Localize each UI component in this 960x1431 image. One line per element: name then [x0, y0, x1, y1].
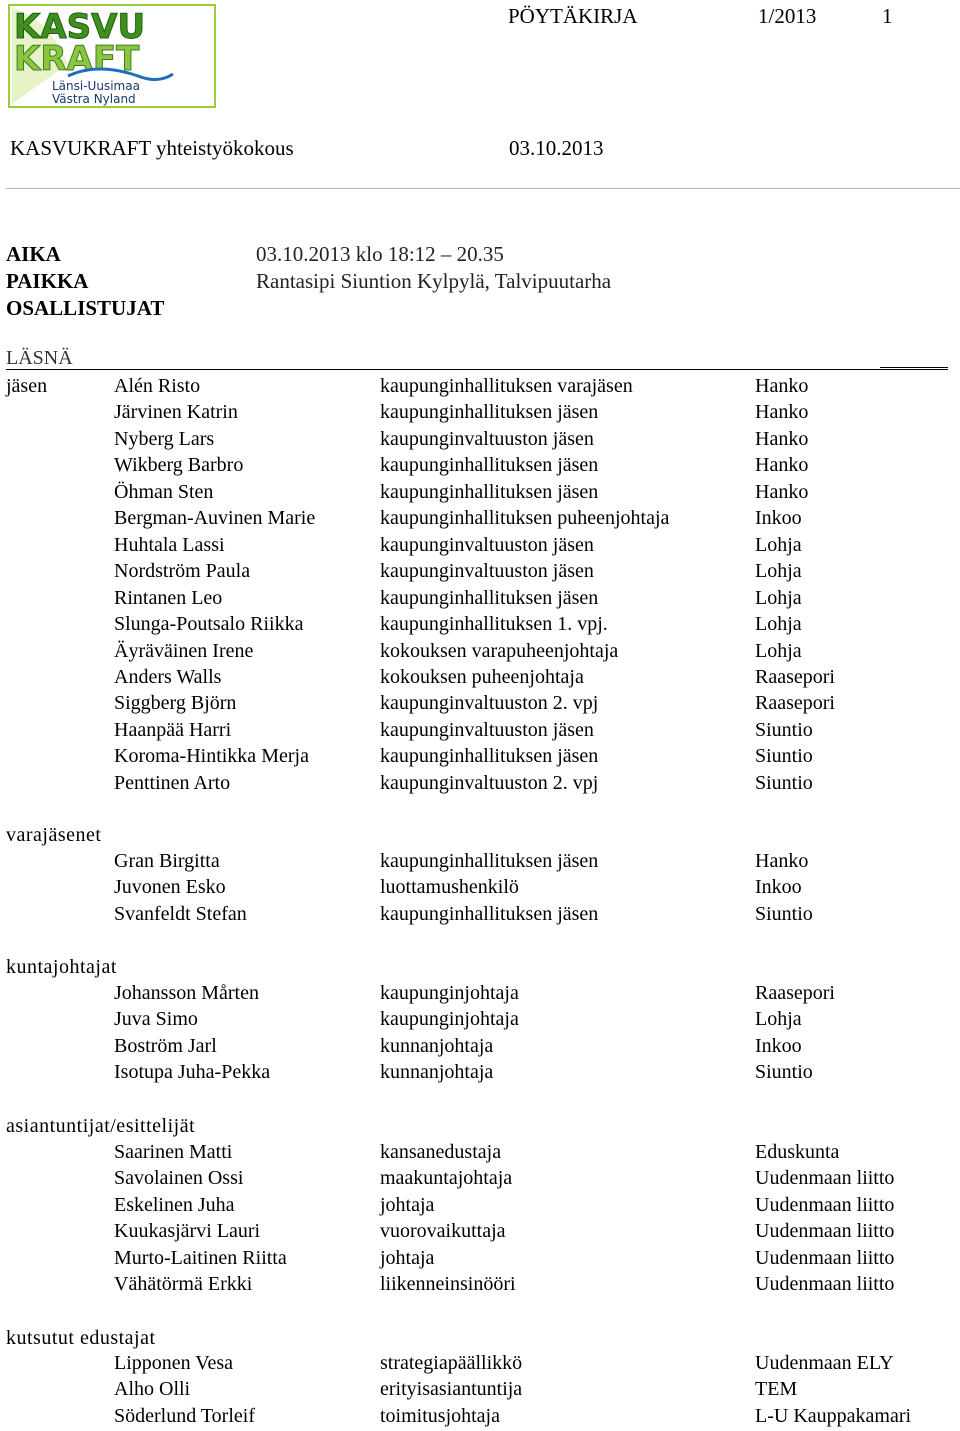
attendee-place: Uudenmaan ELY [755, 1352, 894, 1374]
attendee-row [0, 375, 960, 401]
attendee-row [0, 640, 960, 666]
participants-label: OSALLISTUJAT [6, 296, 165, 320]
attendee-title: erityisasiantuntija [380, 1378, 523, 1401]
attendee-title: kaupunginhallituksen jäsen [380, 745, 599, 768]
attendee-place: Eduskunta [755, 1141, 840, 1163]
attendee-name: Isotupa Juha-Pekka [114, 1061, 271, 1084]
attendee-place: Inkoo [755, 507, 802, 530]
logo-line1: KASVU [14, 7, 146, 47]
attendee-title: kaupunginhallituksen jäsen [380, 850, 599, 872]
section-title: asiantuntijat/esittelijät [6, 1115, 196, 1137]
attendee-place: Lohja [755, 560, 802, 583]
attendee-title: liikenneinsinööri [380, 1273, 516, 1296]
attendee-row [0, 850, 960, 876]
attendee-row [0, 1220, 960, 1246]
attendee-place: Siuntio [755, 1061, 813, 1084]
attendee-row [0, 982, 960, 1008]
attendee-row [0, 1194, 960, 1220]
attendee-name: Rintanen Leo [114, 586, 223, 609]
attendee-place: Hanko [755, 850, 809, 872]
attendee-title: kaupunginhallituksen jäsen [380, 480, 599, 503]
attendee-place: Hanko [755, 401, 809, 424]
attendee-row [0, 666, 960, 692]
attendee-place: Uudenmaan liitto [755, 1167, 895, 1190]
attendee-title: kaupunginjohtaja [380, 1008, 519, 1031]
place-value: Rantasipi Siuntion Kylpylä, Talvipuutarha [256, 269, 612, 293]
attendee-name: Söderlund Torleif [114, 1404, 255, 1427]
attendee-row [0, 1167, 960, 1193]
attendee-title: kaupunginvaltuuston jäsen [380, 533, 594, 556]
attendee-title: kunnanjohtaja [380, 1061, 494, 1084]
attendee-row [0, 1141, 960, 1167]
attendee-row [0, 1352, 960, 1378]
attendee-title: vuorovaikuttaja [380, 1220, 506, 1243]
meeting-date: 03.10.2013 [509, 136, 604, 160]
attendee-row [0, 587, 960, 613]
attendee-place: Hanko [755, 375, 809, 397]
section-title: varajäsenet [6, 824, 102, 846]
attendee-row [0, 745, 960, 771]
attendee-title: kaupunginhallituksen jäsen [380, 902, 599, 925]
attendee-name: Wikberg Barbro [114, 454, 244, 477]
attendee-row [0, 719, 960, 745]
attendee-title: kaupunginvaltuuston jäsen [380, 427, 594, 450]
attendee-name: Huhtala Lassi [114, 533, 225, 556]
attendee-title: strategiapäällikkö [380, 1352, 523, 1374]
attendee-title: kaupunginvaltuuston 2. vpj [380, 692, 599, 715]
attendee-row [0, 1405, 960, 1431]
attendee-name: Alén Risto [114, 375, 201, 397]
attendee-name: Eskelinen Juha [114, 1193, 235, 1216]
attendee-title: kaupunginhallituksen puheenjohtaja [380, 507, 670, 530]
attendee-name: Anders Walls [114, 665, 222, 688]
attendee-title: kaupunginhallituksen jäsen [380, 401, 599, 424]
attendee-name: Kuukasjärvi Lauri [114, 1220, 261, 1243]
attendee-row [0, 1035, 960, 1061]
attendee-place: Lohja [755, 613, 802, 636]
attendee-name: Öhman Sten [114, 480, 214, 503]
attendee-place: Siuntio [755, 771, 813, 794]
attendee-title: kaupunginvaltuuston jäsen [380, 718, 594, 741]
attendee-name: Siggberg Björn [114, 692, 237, 715]
present-label: LÄSNÄ [6, 347, 73, 369]
attendee-name: Slunga-Poutsalo Riikka [114, 613, 304, 636]
attendee-name: Nyberg Lars [114, 427, 215, 450]
attendee-row [0, 876, 960, 902]
attendee-row [0, 401, 960, 427]
attendee-name: Koroma-Hintikka Merja [114, 745, 309, 768]
attendee-place: Inkoo [755, 876, 802, 899]
attendee-row [0, 481, 960, 507]
attendee-place: Lohja [755, 1008, 802, 1031]
attendee-name: Johansson Mårten [114, 982, 259, 1004]
attendee-row [0, 534, 960, 560]
attendee-place: Raasepori [755, 982, 835, 1004]
attendee-title: toimitusjohtaja [380, 1404, 500, 1427]
attendee-place: Uudenmaan liitto [755, 1220, 895, 1243]
attendee-title: kaupunginvaltuuston 2. vpj [380, 771, 599, 794]
attendee-title: kansanedustaja [380, 1141, 502, 1163]
attendee-name: Gran Birgitta [114, 850, 220, 872]
attendee-name: Boström Jarl [114, 1034, 217, 1057]
logo-line2: KRAFT [14, 39, 140, 79]
section-title: kuntajohtajat [6, 956, 117, 978]
attendee-title: kaupunginjohtaja [380, 982, 519, 1004]
attendee-title: maakuntajohtaja [380, 1167, 513, 1190]
attendee-place: Inkoo [755, 1034, 802, 1057]
kasvukraft-logo [8, 4, 216, 108]
attendee-name: Vähätörmä Erkki [114, 1273, 253, 1296]
place-label: PAIKKA [6, 269, 89, 293]
attendee-name: Alho Olli [114, 1378, 191, 1401]
attendee-row [0, 613, 960, 639]
time-value: 03.10.2013 klo 18:12 – 20.35 [256, 242, 504, 266]
attendee-name: Juvonen Esko [114, 876, 226, 899]
doc-type: PÖYTÄKIRJA [508, 4, 638, 28]
attendee-title: johtaja [380, 1246, 435, 1269]
attendee-title: kunnanjohtaja [380, 1034, 494, 1057]
attendee-title: kokouksen varapuheenjohtaja [380, 639, 619, 662]
attendee-place: Hanko [755, 454, 809, 477]
attendee-title: johtaja [380, 1193, 435, 1216]
attendee-row [0, 507, 960, 533]
attendee-row [0, 772, 960, 798]
attendee-title: kaupunginvaltuuston jäsen [380, 560, 594, 583]
attendee-place: Siuntio [755, 745, 813, 768]
attendee-name: Saarinen Matti [114, 1141, 233, 1163]
attendee-place: Raasepori [755, 692, 835, 715]
attendee-row [0, 454, 960, 480]
attendee-row [0, 428, 960, 454]
attendee-place: Raasepori [755, 665, 835, 688]
attendee-role: jäsen [6, 375, 48, 397]
attendee-place: Uudenmaan liitto [755, 1193, 895, 1216]
attendee-title: kaupunginhallituksen 1. vpj. [380, 613, 608, 636]
attendee-title: kaupunginhallituksen jäsen [380, 454, 599, 477]
attendee-row [0, 1247, 960, 1273]
attendee-name: Bergman-Auvinen Marie [114, 507, 316, 530]
attendee-row [0, 903, 960, 929]
attendee-name: Äyräväinen Irene [114, 639, 254, 662]
attendee-place: Lohja [755, 533, 802, 556]
page-number: 1 [882, 4, 893, 28]
attendee-place: Uudenmaan liitto [755, 1246, 895, 1269]
attendee-row [0, 560, 960, 586]
attendee-name: Murto-Laitinen Riitta [114, 1246, 287, 1269]
time-label: AIKA [6, 242, 61, 266]
attendee-name: Penttinen Arto [114, 771, 231, 794]
attendee-place: Hanko [755, 480, 809, 503]
attendee-title: luottamushenkilö [380, 876, 519, 899]
attendee-place: Siuntio [755, 718, 813, 741]
doc-number: 1/2013 [758, 4, 817, 28]
attendee-row [0, 1273, 960, 1299]
attendee-place: L-U Kauppakamari [755, 1404, 912, 1427]
attendee-title: kaupunginhallituksen varajäsen [380, 375, 633, 397]
logo-sub2: Västra Nyland [52, 92, 136, 106]
attendee-place: Siuntio [755, 902, 813, 925]
attendee-place: Hanko [755, 427, 809, 450]
section-title: kutsutut edustajat [6, 1327, 156, 1349]
attendee-row [0, 692, 960, 718]
attendee-name: Lipponen Vesa [114, 1352, 234, 1374]
attendee-row [0, 1378, 960, 1404]
attendee-title: kaupunginhallituksen jäsen [380, 586, 599, 609]
attendee-place: TEM [755, 1378, 798, 1401]
attendee-row [0, 1008, 960, 1034]
attendee-title: kokouksen puheenjohtaja [380, 665, 584, 688]
present-divider [6, 369, 948, 370]
header-divider [6, 188, 960, 189]
attendee-name: Järvinen Katrin [114, 401, 238, 424]
attendee-place: Lohja [755, 639, 802, 662]
attendee-place: Lohja [755, 586, 802, 609]
attendee-place: Uudenmaan liitto [755, 1273, 895, 1296]
attendee-row [0, 1061, 960, 1087]
attendee-name: Haanpää Harri [114, 718, 232, 741]
logo-sub1: Länsi-Uusimaa [52, 79, 140, 93]
attendee-name: Juva Simo [114, 1008, 198, 1031]
meeting-name: KASVUKRAFT yhteistyökokous [10, 136, 294, 160]
attendee-name: Nordström Paula [114, 560, 251, 583]
present-divider-right [880, 367, 948, 368]
attendee-name: Svanfeldt Stefan [114, 902, 247, 925]
attendee-name: Savolainen Ossi [114, 1167, 244, 1190]
